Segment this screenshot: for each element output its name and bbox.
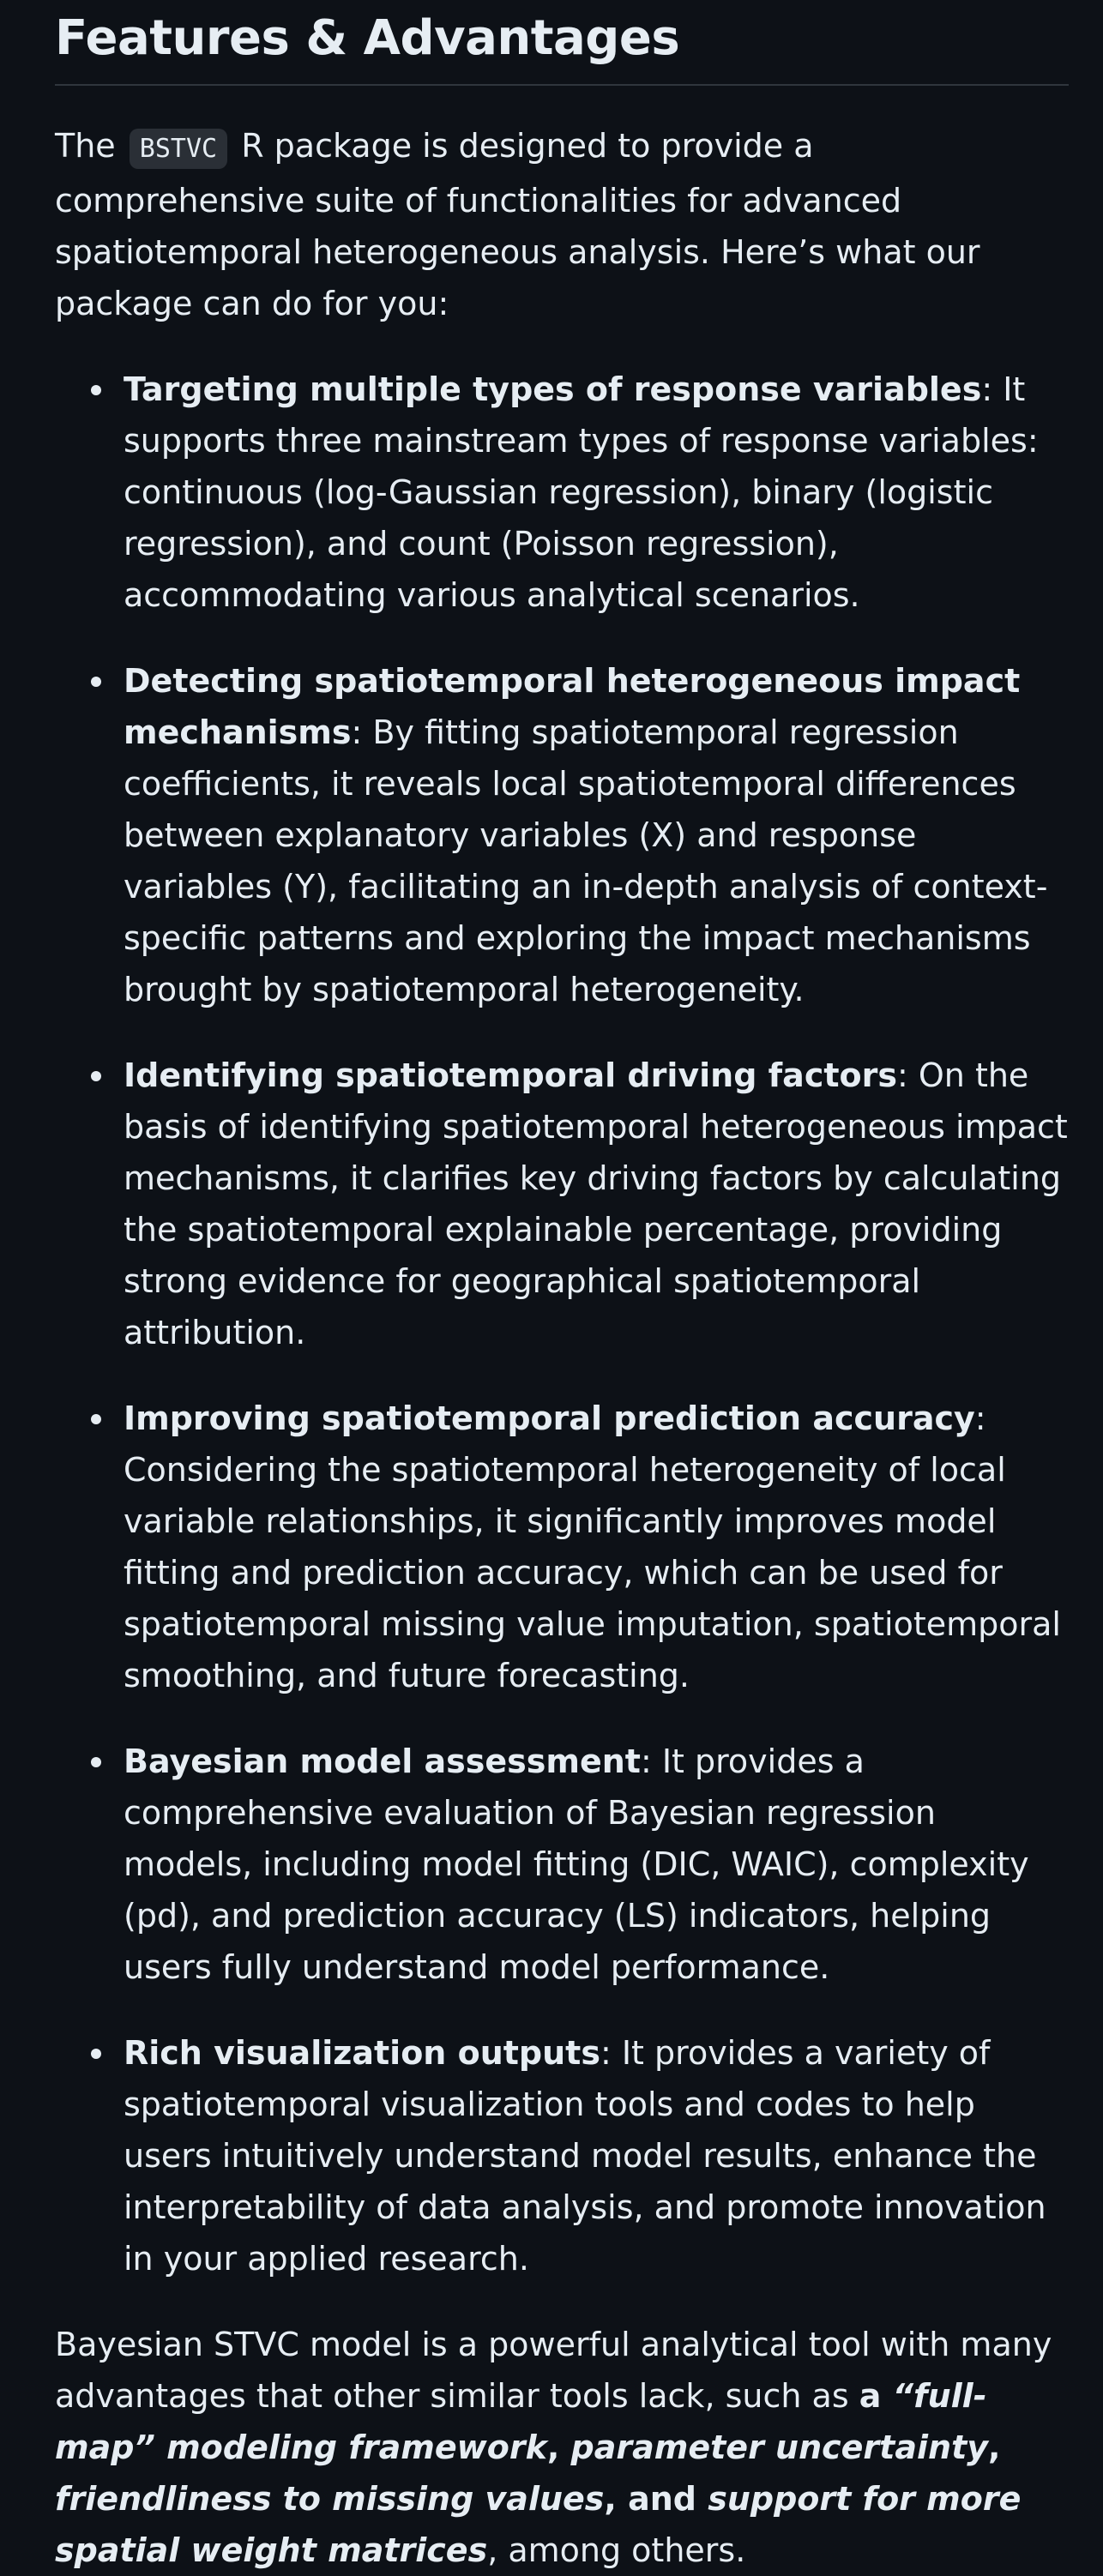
bullet-icon [91,1757,101,1767]
feature-title: Improving spatiotemporal prediction accuracy [124,1399,975,1437]
package-name-code: BSTVC [130,129,227,169]
feature-list [55,364,1069,2284]
summary-highlight [55,2480,604,2518]
summary-text: Bayesian STVC model is a powerful analytical tool with many advantages that other similar tools lack, such as [55,2326,1052,2415]
bullet-icon [91,385,101,395]
feature-description: : On the basis of identifying spatiotemporal heterogeneous impact mechanisms, it clarifies key driving factors by calculating the spatiotemporal explainable percentage, providing strong evidence for geographical spatiotemporal attribution. [124,1056,1068,1351]
readme-section [0,10,1103,2576]
feature-title: Detecting spatiotemporal heterogeneous impact mechanisms [124,662,1021,751]
feature-description: : It provides a variety of spatiotemporal visualization tools and codes to help users intuitively understand model results, enhance the interpretability of data analysis, and promote innovation in your applied research. [124,2034,1046,2278]
highlight-full-map: “full-map” modeling framework [55,2377,987,2466]
intro-text-before: The [55,127,116,165]
highlight-parameter-uncertainty: parameter uncertainty [570,2429,988,2466]
bullet-icon [91,2049,101,2059]
feature-title: Identifying spatiotemporal driving factors [124,1056,897,1094]
list-item [55,1736,1069,1993]
bullet-icon [91,1071,101,1081]
summary-separator: , [546,2429,571,2466]
bullet-icon [91,677,101,687]
summary-separator: , and [604,2480,708,2518]
feature-title: Rich visualization outputs [124,2034,600,2072]
intro-text-after: R package is designed to provide a comprehensive suite of functionalities for advanced spatiotemporal heterogeneous analysis. Here’s what our package can do for you: [55,127,980,322]
summary-text-end: , among others. [487,2531,746,2569]
section-heading: Features & Advantages [55,10,1069,86]
feature-description: : Considering the spatiotemporal heterogeneity of local variable relationships, it significantly improves model fitting and prediction accuracy, which can be used for spatiotemporal missing value imputation, spatiotemporal smoothing, and future forecasting. [124,1399,1061,1694]
highlight-weight-matrices: support for more spatial weight matrices [55,2480,1022,2569]
feature-title: Bayesian model assessment [124,1742,641,1780]
summary-paragraph [55,2319,1069,2576]
list-item [55,364,1069,621]
summary-separator: , [988,2429,1001,2466]
list-item [55,1050,1069,1358]
list-item [55,655,1069,1015]
summary-bold-lead: a [859,2377,893,2415]
feature-description: : It provides a comprehensive evaluation of Bayesian regression models, including model fitting (DIC, WAIC), complexity (pd), and prediction accuracy (LS) indicators, helping users fully understand model performance. [124,1742,1029,1986]
feature-description: : By fitting spatiotemporal regression coefficients, it reveals local spatiotemporal differences between explanatory variables (X) and response variables (Y), facilitating an in-depth analysis of context-specific patterns and exploring the impact mechanisms brought by spatiotemporal heterogeneity. [124,713,1048,1008]
highlight-missing-values: friendliness to missing values [55,2480,605,2518]
list-item [55,2027,1069,2284]
intro-paragraph [55,120,1069,329]
feature-title: Targeting multiple types of response variables [124,370,982,408]
list-item [55,1393,1069,1701]
bullet-icon [91,1414,101,1424]
feature-description: : It supports three mainstream types of response variables: continuous (log-Gaussian regression), binary (logistic regression), and count (Poisson regression), accommodating various analytical scenarios. [124,370,1039,614]
summary-highlight [571,2429,988,2466]
